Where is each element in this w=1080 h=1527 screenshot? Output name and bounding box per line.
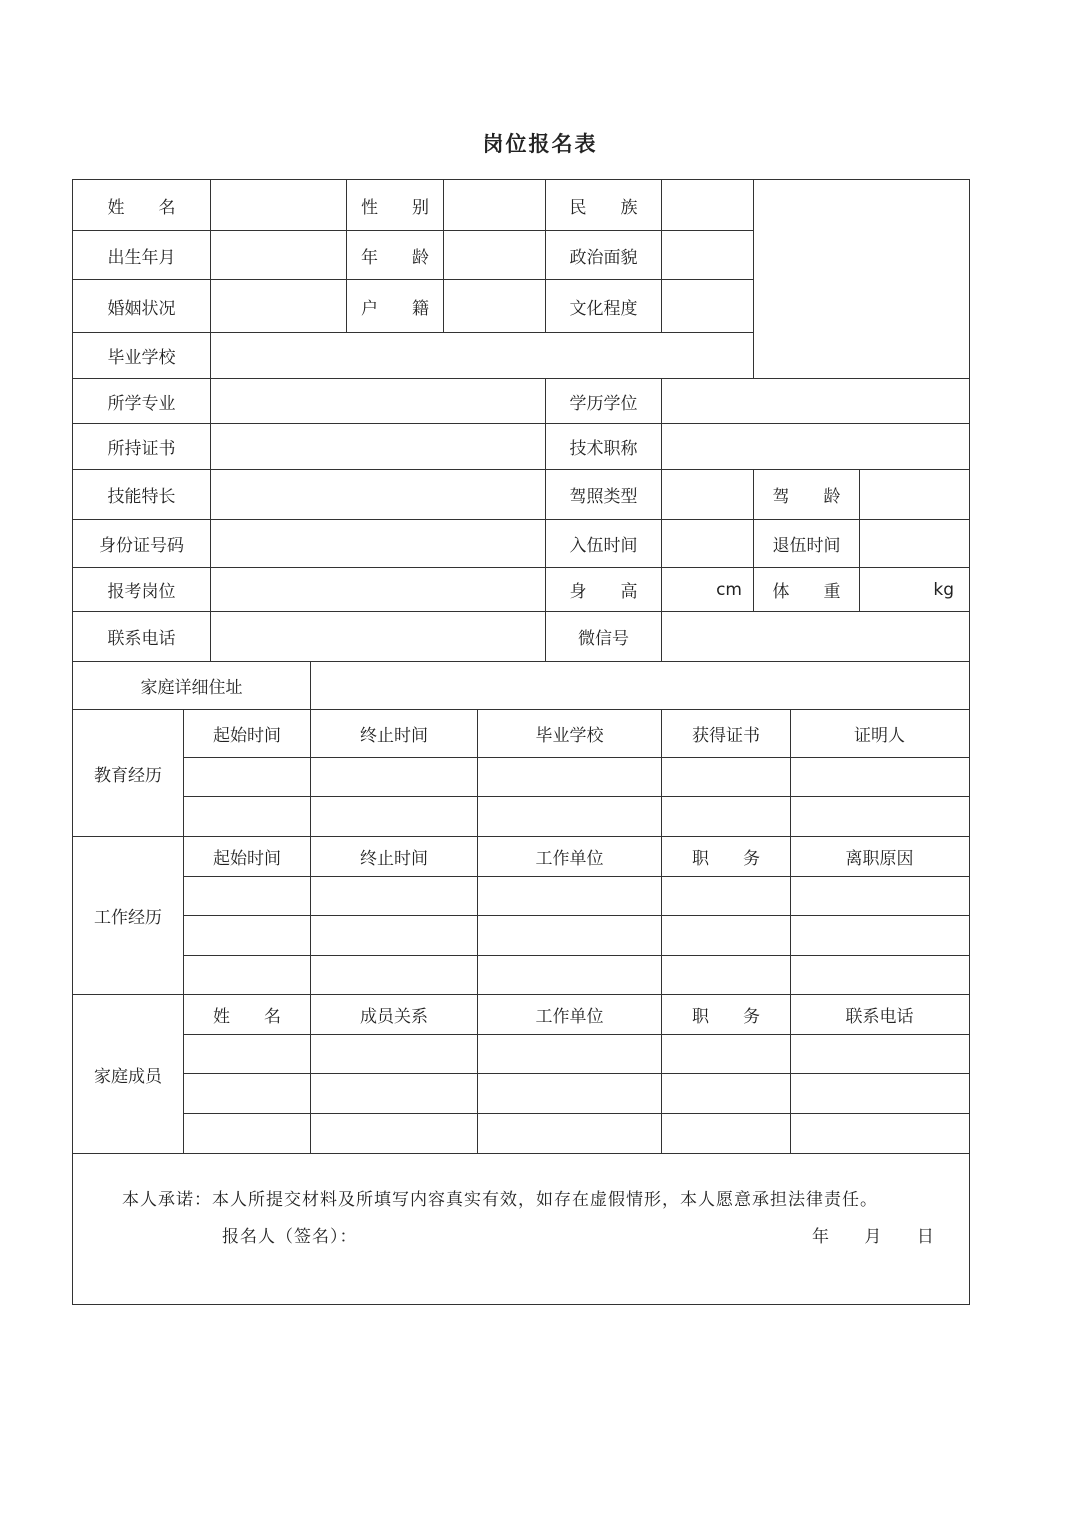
label-address: 家庭详细住址 [140, 678, 243, 698]
height-unit: cm [716, 579, 742, 600]
label-education-level: 文化程度 [569, 298, 638, 319]
work-section-label: 工作经历 [94, 908, 162, 928]
label-position: 报考岗位 [107, 582, 176, 602]
label-license-type: 驾照类型 [569, 487, 638, 507]
grid-line [183, 915, 969, 916]
education-header-certificate: 获得证书 [692, 726, 760, 746]
discharge-time-field[interactable] [860, 520, 968, 567]
work-header-reason: 离职原因 [845, 849, 914, 869]
phone-field[interactable] [211, 612, 545, 661]
grid-line [72, 1153, 969, 1154]
family-header-title: 职 务 [692, 1007, 760, 1027]
grid-line [477, 709, 478, 1153]
education-header-end: 终止时间 [360, 726, 428, 746]
address-field[interactable] [311, 662, 968, 709]
political-field[interactable] [662, 231, 753, 279]
weight-unit: kg [933, 579, 954, 600]
degree-field[interactable] [662, 379, 968, 423]
grid-line [183, 1113, 969, 1114]
family-section-label: 家庭成员 [94, 1066, 162, 1087]
certificates-field[interactable] [211, 424, 545, 469]
label-school: 毕业学校 [107, 348, 176, 368]
label-major: 所学专业 [107, 393, 176, 414]
label-ethnicity: 民 族 [569, 197, 638, 218]
weight-field[interactable] [860, 568, 954, 611]
height-field[interactable] [662, 568, 742, 611]
label-weight: 体 重 [772, 582, 841, 602]
family-header-relation: 成员关系 [360, 1007, 428, 1027]
education-level-field[interactable] [662, 280, 753, 332]
label-birth: 出生年月 [107, 247, 176, 268]
grid-line [183, 796, 969, 797]
work-header-end: 终止时间 [360, 849, 428, 869]
birth-field[interactable] [211, 231, 346, 279]
family-header-employer: 工作单位 [535, 1007, 604, 1027]
hukou-field[interactable] [444, 280, 545, 332]
family-header-phone: 联系电话 [845, 1007, 914, 1027]
education-section-label: 教育经历 [94, 765, 162, 786]
grid-line [183, 757, 969, 758]
work-header-title: 职 务 [692, 849, 760, 869]
grid-line [661, 709, 662, 1153]
page-title: 岗位报名表 [482, 132, 598, 156]
label-driving-years: 驾 龄 [772, 487, 841, 507]
pledge-text: 本人承诺：本人所提交材料及所填写内容真实有效，如存在虚假情形，本人愿意承担法律责任。 [122, 1190, 878, 1210]
age-field[interactable] [444, 231, 545, 279]
work-header-start: 起始时间 [213, 849, 281, 869]
label-marital: 婚姻状况 [107, 298, 176, 319]
education-header-reference: 证明人 [854, 726, 905, 746]
photo-box[interactable] [754, 180, 968, 378]
label-discharge-time: 退伍时间 [772, 536, 841, 556]
education-header-school: 毕业学校 [535, 726, 604, 746]
gender-field[interactable] [444, 180, 545, 230]
grid-line [183, 1073, 969, 1074]
label-phone: 联系电话 [107, 629, 176, 649]
wechat-field[interactable] [662, 612, 968, 661]
family-header-name: 姓 名 [213, 1007, 281, 1027]
date-year: 年 [812, 1227, 829, 1247]
enlist-time-field[interactable] [662, 520, 753, 567]
grid-line [790, 709, 791, 1153]
label-name: 姓 名 [107, 197, 176, 218]
school-field[interactable] [211, 333, 753, 378]
id-number-field[interactable] [211, 520, 545, 567]
label-degree: 学历学位 [569, 393, 638, 414]
grid-line [183, 1034, 969, 1035]
position-field[interactable] [211, 568, 545, 611]
label-age: 年 龄 [361, 247, 429, 268]
marital-field[interactable] [211, 280, 346, 332]
skills-field[interactable] [211, 470, 545, 519]
signer-label: 报名人（签名）： [222, 1227, 358, 1247]
label-political: 政治面貌 [569, 247, 638, 268]
grid-line [310, 709, 311, 1153]
label-tech-title: 技术职称 [569, 439, 638, 459]
label-skills: 技能特长 [107, 487, 176, 507]
label-gender: 性 别 [361, 197, 429, 218]
ethnicity-field[interactable] [662, 180, 753, 230]
label-certificates: 所持证书 [107, 439, 176, 459]
driving-years-field[interactable] [860, 470, 968, 519]
major-field[interactable] [211, 379, 545, 423]
education-header-start: 起始时间 [213, 726, 281, 746]
sign-date [812, 1222, 964, 1247]
name-field[interactable] [211, 180, 346, 230]
grid-line [183, 955, 969, 956]
license-type-field[interactable] [662, 470, 753, 519]
label-wechat: 微信号 [578, 629, 629, 649]
date-day: 日 [916, 1227, 934, 1247]
tech-title-field[interactable] [662, 424, 968, 469]
label-hukou: 户 籍 [361, 298, 429, 319]
label-id-number: 身份证号码 [99, 536, 184, 556]
grid-line [183, 709, 184, 1153]
label-enlist-time: 入伍时间 [569, 536, 638, 556]
date-month: 月 [864, 1227, 882, 1247]
work-header-employer: 工作单位 [535, 849, 604, 869]
grid-line [183, 876, 969, 877]
label-height: 身 高 [569, 582, 638, 602]
